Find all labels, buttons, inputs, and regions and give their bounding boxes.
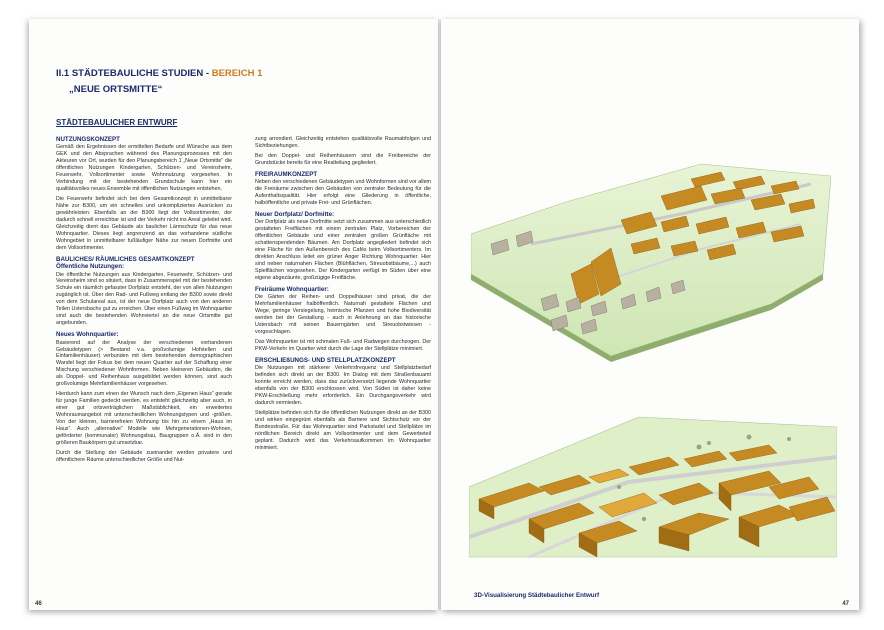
- freiraeume-paragraph-1: Die Gärten der Reihen- und Doppelhäuser sind privat, die der Mehrfamilienhäuser halböffentlich. Naturnah gestaltete Flächen und Wege, geringe Versiegelung, heimische Pflanzen und hohe Biodiversität werden bei der Gestaltung - auch in Anlehnung an das historische Ustersbach mit seinen Bauerngärten und Streuobstwiesen - vorgeschlagen.: [255, 294, 431, 336]
- oeffentlich-heading: Öffentliche Nutzungen:: [56, 263, 125, 271]
- text-column-2: [255, 136, 431, 598]
- nutzung-heading: NUTZUNGSKONZEPT: [56, 136, 120, 143]
- section-accent: BEREICH 1: [211, 68, 263, 79]
- text-column-1: [56, 132, 232, 594]
- nutzung-paragraph-1: Gemäß den Ergebnissen der ermittelten Bedarfe und Wünsche aus dem GEK und den Absprachen während des Planungsprozesses mit den Akteuren vor Ort, wurden für den Planungsbereich 1 „Neue Ortsmitte“ die öffentlichen Nutzungen Kindergarten, Schützen- und Vereinsheim, Feuerwehr, Vollsortimenter sowie Wohnnutzung vorgesehen. In Verbindung mit der bestehenden Grundschule kann hier ein qualitätsvolles neues Ensemble mit öffentlichen Nutzungen entstehen.: [56, 144, 232, 193]
- erschliessung-paragraph-2: Stellplätze befinden sich für die öffentlichen Nutzungen direkt an der B300 und wirken eingegrünt ebenfalls als Barriere und Sichtschutz vor der Bundesstraße. Für das Wohnquartier sind Parkstadel und Stellplätze im nördlichen Bereich direkt am Vollsortimenter und dem Gewerbeteil geplant. Dadurch wird das Verkehrsaufkommen im Wohnquartier minimiert.: [255, 410, 431, 451]
- wohnquartier-paragraph-2: Hierdurch kann zum einen der Wunsch nach dem „Eigenen Haus“ gerade für junge Familien gedeckt werden, es entsteht gleichzeitig aber auch, in einer gut ortsverträglichen Maßstäblichkeit, ein erweitertes Wohnraumangebot mit unterschiedlichen Wohnungstypen und -größen. Von der kleinen, barrierefreien Wohnung bis hin zu einem „Haus im Haus“. Auch „alternative“ Modelle wie Mehrgenerationen-Wohnen, geförderter (kommunaler) Wohnungsbau, Baugruppen o.Ä. sind in den größeren Baukörpern gut umsetzbar.: [56, 391, 232, 446]
- freiraeume-paragraph-2: Das Wohnquartier ist mit schmalen Fuß- und Radwegen durchzogen. Der PKW-Verkehr im Quartier wird durch die Lage der Stellplätze minimiert.: [255, 339, 431, 353]
- erschliessung-heading: ERSCHLIEßUNGS- UND STELLPLATZKONZEPT: [255, 357, 396, 365]
- continued-paragraph-2: Bei den Doppel- und Reihenhäusern sind die Freibereiche der Grundstücke bereits für eine Realteilung gegliedert.: [255, 152, 431, 166]
- section-heading: II.1 STÄDTEBAULICHE STUDIEN - BEREICH 1: [56, 68, 263, 79]
- entwurf-title: STÄDTEBAULICHER ENTWURF: [56, 118, 178, 127]
- left-page: [29, 19, 438, 610]
- section-subtitle: „NEUE ORTSMITTE“: [69, 84, 163, 95]
- visualization-top-view: [471, 124, 831, 364]
- page-number-right: 47: [842, 601, 849, 607]
- freiraeume-wohnquartier-heading: Freiräume Wohnquartier:: [255, 286, 329, 294]
- page-number-left: 46: [35, 601, 42, 607]
- visualization-caption: 3D-Visualisierung Städtebaulicher Entwurf: [474, 592, 600, 599]
- freiraum-paragraph: Neben den verschiedenen Gebäudetypen und Wohnformen sind vor allem die Freiräume zwischen den Gebäuden von zentraler Bedeutung für die Aufenthaltsqualität. Hier erfolgt eine Gliederung in öffentliche, halböffentliche und private Frei- und Grünflächen.: [255, 179, 431, 207]
- dorfplatz-paragraph: Der Dorfplatz als neue Dorfmitte setzt sich zusammen aus unterschiedlich gestalteten Freiflächen mit einem zentralen Platz, Vorbereichen der öffentlichen Gebäude und einer zentralen großen Grünfläche mit schattenspendenden Bäumen. Am Dorfplatz angegliedert befindet sich eine Fläche für den Außenbereich des Cafés beim Vollsortimenters. Im direkten Anschluss leitet ein grüner Anger Richtung Wohnquartier. Hier sind neben naturnahen Flächen (Blühflächen, Streuobstbäume,...) auch Spielflächen vorgesehen. Der Kindergarten verfügt im Süden über eine eigene abgezäunte, großzügige Freifläche.: [255, 219, 431, 282]
- oeffentlich-paragraph: Die öffentliche Nutzungen aus Kindergarten, Feuerwehr, Schützen- und Vereinsheim sind so situiert, dass in Zusammenspiel mit der bestehenden Schule ein räumlich gefasster Dorfplatz entsteht, der von allen Nutzungen zugänglich ist. Über den Rad- und Fußweg entlang der B300 sowie direkt von dem Schulareal aus, ist der neue Dorfplatz auch von den anderen Teilen Ustersbachs gut zu erreichen. Über einen Fußweg im Wohnquartier sind auch die bestehenden Wohnviertel an die neue Ortsmitte gut angebunden.: [56, 271, 232, 327]
- freiraum-heading: FREIRAUMKONZEPT: [255, 170, 318, 178]
- visualization-perspective-view: [469, 387, 837, 569]
- dorfplatz-heading: Neuer Dorfplatz/ Dorfmitte:: [255, 211, 335, 219]
- wohnquartier-paragraph-1: Basierend auf der Analyse der verschiedenen vorhandenen Gebäudetypen (> Bestand v.a. großvolumige Hofstellen und Einfamilienhäuser) verbunden mit dem bestehenden demographischen Wandel liegt der Fokus bei dem neuen Quartier auf der Schaffung einer Mischung verschiedener Wohnformen. Neben kleineren Gebäuden, die als Doppel- und Reihenhaus ausgebildet werden können, sind auch großvolumige Mehrfamilienhäuser vorgesehen.: [56, 339, 232, 388]
- wohnquartier-paragraph-3: Durch die Stellung der Gebäude zueinander werden privatere und öffentlichere Räume unterschiedlicher Größe und Nut-: [56, 449, 232, 463]
- erschliessung-paragraph-1: Die Nutzungen mit stärkerer Verkehrsfrequenz und Stellplatzbedarf befinden sich direkt an der B300. Im Dialog mit dem Straßenbauamt konnte erreicht werden, dass das zurückversetzt liegende Wohnquartier ebenfalls von der B300 erschlossen wird. Von Süden ist daher keine PKW-Erschließung mehr erforderlich. Ein Durchgangsverkehr wird dadurch vermieden.: [255, 365, 431, 407]
- wohnquartier-heading: Neues Wohnquartier:: [56, 331, 119, 339]
- continued-paragraph-1: zung arrondiert. Gleichzeitig entstehen qualitätsvolle Raumabfolgen und Sichtbeziehungen.: [255, 136, 431, 149]
- baulich-heading: BAULICHES/ RÄUMLICHES GESAMTKONZEPT: [56, 255, 195, 263]
- right-page: [441, 19, 859, 610]
- nutzung-paragraph-2: Die Feuerwehr befindet sich bei dem Gesamtkonzept in unmittelbarer Nähe zur B300, um ein schnelles und unkompliziertes Ausrücken zu gewährleisten. Ebenfalls an der B300 liegt der Vollsortimenter, der dadurch schnell erreichbar ist und der Verkehr nicht ins Areal geleitet wird. Gleichzeitig dient das Gebäude als baulicher Lärmschutz für das neue Wohnquartier. Dieses liegt angrenzend an das vorhandene südliche Wohngebiet in unmittelbarer fußläufiger Nähe zur neuen Dorfmitte und dem Vollsortimenter.: [56, 196, 232, 251]
